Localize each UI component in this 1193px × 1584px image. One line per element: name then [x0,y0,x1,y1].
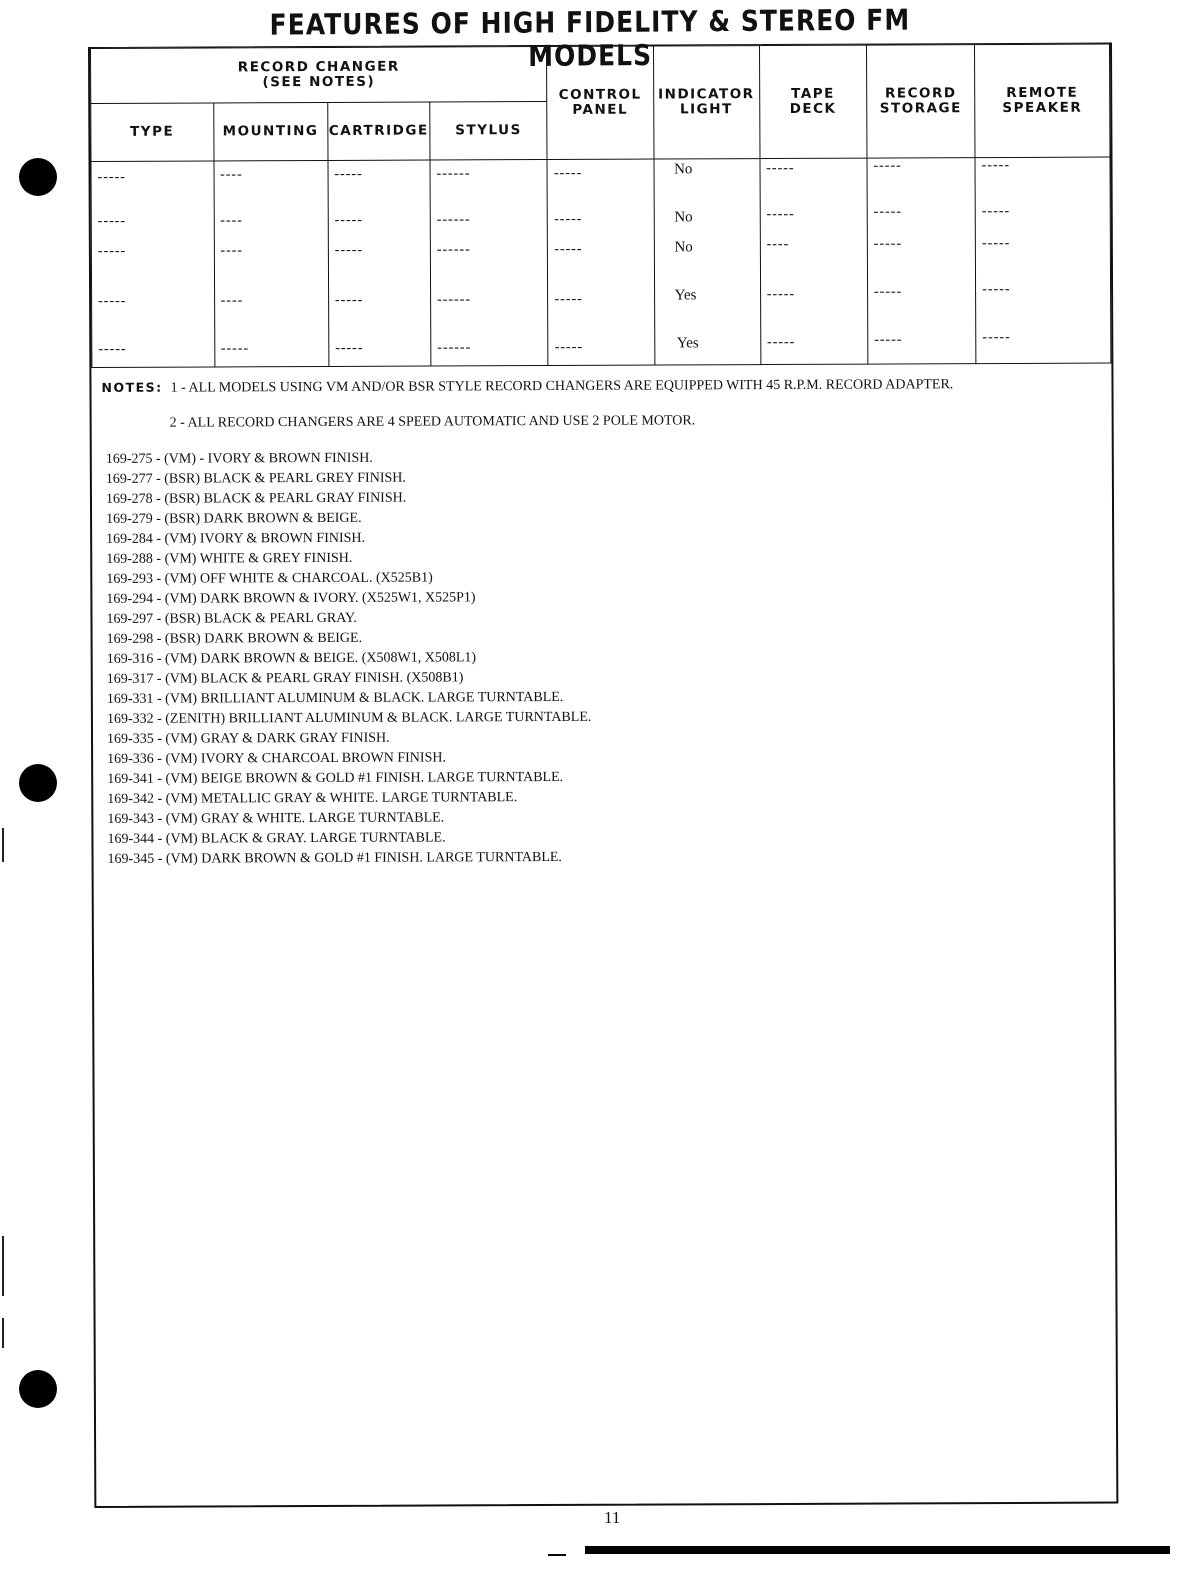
list-item: 169-288 - (VM) WHITE & GREY FINISH. [106,550,353,567]
list-item: 169-317 - (VM) BLACK & PEARL GRAY FINISH. (X508B1) [106,670,464,687]
list-item: 169-297 - (BSR) BLACK & PEARL GRAY. [106,610,357,627]
record-storage-column [867,158,976,364]
header-remote-speaker: REMOTE SPEAKER [975,44,1110,158]
list-item: 169-277 - (BSR) BLACK & PEARL GREY FINISH. [105,470,406,487]
list-item: 169-284 - (VM) IVORY & BROWN FINISH. [106,530,366,547]
control-panel-column [547,159,654,365]
table-cell: ------ [436,242,471,258]
header-indicator-light: INDICATOR LIGHT [653,46,760,159]
note-1: 1 - ALL MODELS USING VM AND/OR BSR STYLE RECORD CHANGERS ARE EQUIPPED WITH 45 R.P.M. RECORD ADAPTER. [170,377,954,396]
type-column [91,161,214,368]
list-item: 169-316 - (VM) DARK BROWN & BEIGE. (X508W1, X508L1) [106,650,477,667]
table-cell: ----- [981,203,1011,220]
table-cell: ----- [873,158,902,174]
table-cell: ----- [766,160,795,177]
table-cell: ------ [437,340,472,356]
table-cell: ----- [97,213,127,229]
table-cell: ----- [766,286,796,303]
table-cell: ----- [554,211,583,227]
page-frame [88,43,1118,1508]
scan-mark [2,1318,4,1348]
record-changer-header: RECORD CHANGER (SEE NOTES) [91,46,548,103]
table-cell: ---- [766,236,790,253]
table-cell: ---- [220,167,243,183]
table-cell: ----- [981,157,1011,174]
list-item: 169-275 - (VM) - IVORY & BROWN FINISH. [105,450,373,467]
table-cell: ----- [335,340,364,356]
list-item: 169-331 - (VM) BRILLIANT ALUMINUM & BLACK. LARGE TURNTABLE. [106,689,564,707]
scan-mark [548,1554,566,1556]
list-item: 169-278 - (BSR) BLACK & PEARL GRAY FINISH. [105,490,407,507]
table-cell: ----- [766,334,796,351]
table-cell: ----- [97,169,126,185]
table-cell: ----- [873,236,903,252]
table-cell: ----- [334,166,363,182]
model-list [106,448,592,870]
indicator-light-column [654,159,761,365]
list-item: 169-335 - (VM) GRAY & DARK GRAY FINISH. [106,730,390,747]
table-cell: ----- [220,341,250,357]
table-cell: ----- [334,292,364,308]
list-item: 169-341 - (VM) BEIGE BROWN & GOLD #1 FINISH. LARGE TURNTABLE. [107,769,564,787]
table-cell: ----- [553,165,583,181]
list-item: 169-343 - (VM) GRAY & WHITE. LARGE TURNTABLE. [107,810,445,827]
scan-mark [2,828,4,862]
notes-label: NOTES: [101,379,163,395]
table-cell: ----- [554,291,583,307]
list-item: 169-332 - (ZENITH) BRILLIANT ALUMINUM & BLACK. LARGE TURNTABLE. [106,709,592,727]
table-cell: ------ [437,292,472,308]
table-cell: ------ [436,166,471,182]
list-item: 169-342 - (VM) METALLIC GRAY & WHITE. LARGE TURNTABLE. [107,790,518,807]
page-number: 11 [604,1508,621,1527]
table-cell: ----- [766,206,795,223]
table-cell: ---- [220,213,243,229]
header-stylus: STYLUS [430,101,548,160]
header-type: TYPE [91,103,214,162]
table-cell: Yes [676,335,699,352]
table-cell: ----- [334,212,363,228]
table-cell: ----- [982,281,1011,298]
table-cell: ----- [554,241,583,257]
list-item: 169-336 - (VM) IVORY & CHARCOAL BROWN FINISH. [107,750,446,767]
table-cell: ----- [554,339,584,355]
list-item: 169-293 - (VM) OFF WHITE & CHARCOAL. (X525B1) [106,570,433,587]
table-cell: ----- [98,341,127,357]
notes [101,376,953,397]
remote-speaker-column [975,157,1111,364]
table-cell: No [674,239,693,256]
header-cartridge: CARTRIDGE [328,102,430,160]
table-cell: No [674,161,693,178]
list-item: 169-298 - (BSR) DARK BROWN & BEIGE. [106,630,363,647]
page-title: FEATURES OF HIGH FIDELITY & STEREO FM MODELS [269,3,911,73]
header-mounting: MOUNTING [213,102,328,160]
table-cell: ---- [220,293,244,309]
table-cell: ----- [981,235,1011,252]
scan-mark [2,1236,4,1296]
punch-hole [19,764,57,802]
list-item: 169-294 - (VM) DARK BROWN & IVORY. (X525W1, X525P1) [106,590,476,607]
table-cell: Yes [674,287,697,304]
list-item: 169-344 - (VM) BLACK & GRAY. LARGE TURNTABLE. [107,830,446,847]
stylus-column [430,159,548,366]
table-cell: No [674,209,693,226]
table-cell: ------ [436,212,471,228]
note-2: 2 - ALL RECORD CHANGERS ARE 4 SPEED AUTOMATIC AND USE 2 POLE MOTOR. [169,413,696,431]
mounting-column [214,160,329,366]
table-cell: ----- [873,204,902,220]
cartridge-column [328,160,431,366]
tape-deck-column [760,158,868,364]
table-cell: ----- [97,243,127,259]
header-tape-deck: TAPE DECK [759,45,867,158]
list-item: 169-279 - (BSR) DARK BROWN & BEIGE. [106,510,362,527]
features-table [90,44,1111,368]
list-item: 169-345 - (VM) DARK BROWN & GOLD #1 FINISH. LARGE TURNTABLE. [107,849,562,867]
table-cell: ----- [334,242,364,258]
punch-hole [19,158,57,196]
punch-hole [19,1370,57,1408]
table-cell: ----- [98,293,127,309]
table-cell: ----- [982,329,1011,346]
table-cell: ----- [874,332,903,348]
scan-edge-bar [585,1546,1170,1554]
header-record-storage: RECORD STORAGE [866,45,975,158]
header-control-panel: CONTROL PANEL [547,46,654,159]
table-cell: ---- [220,243,244,259]
table-cell: ----- [873,284,903,300]
